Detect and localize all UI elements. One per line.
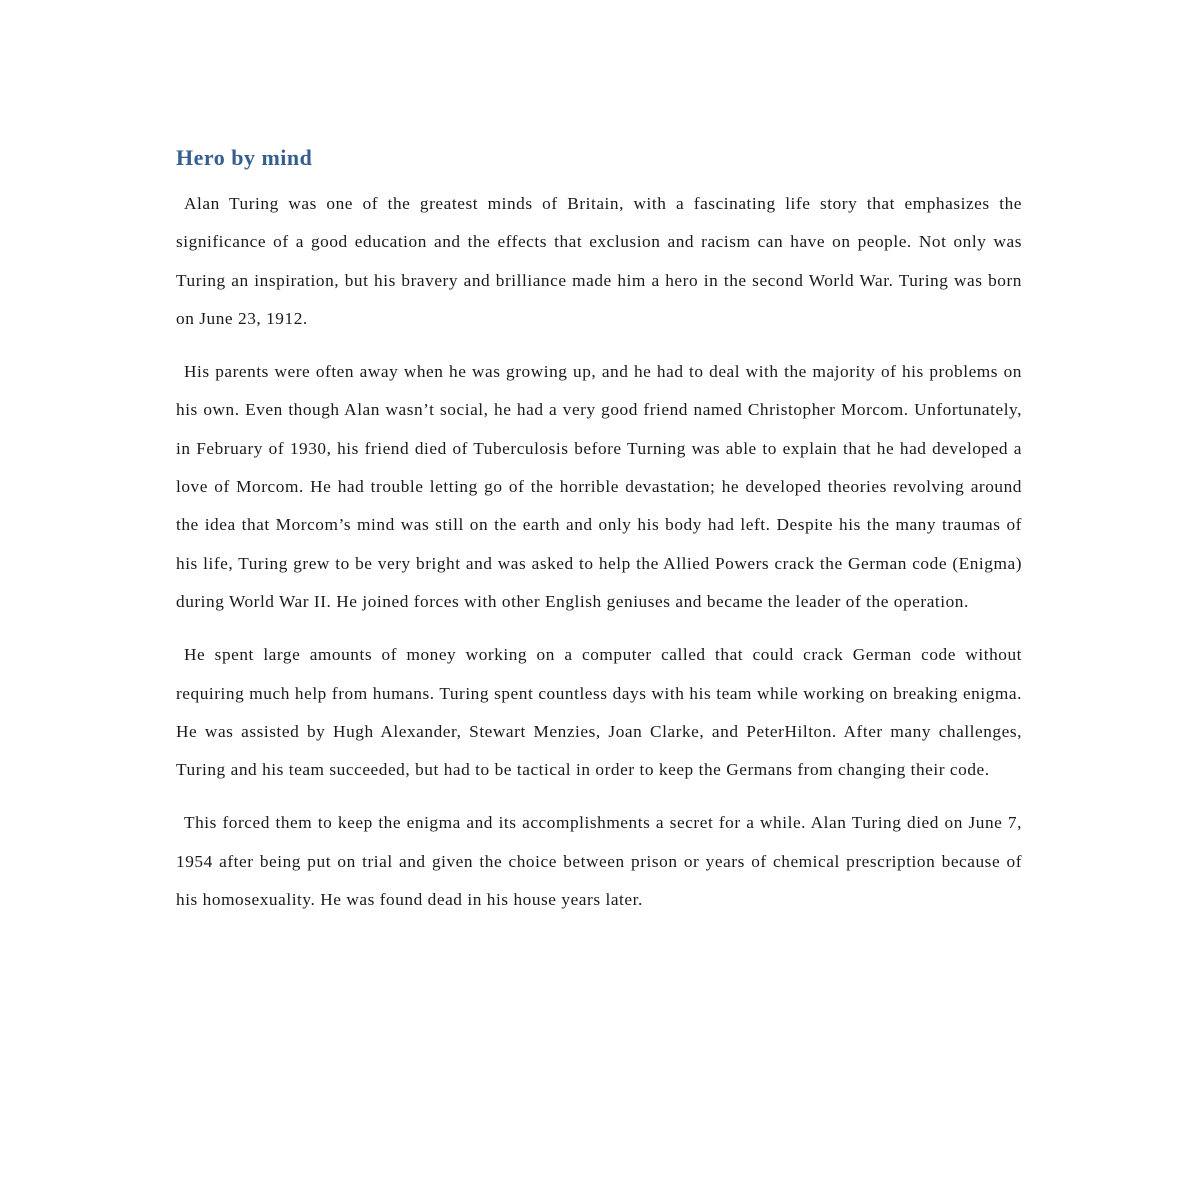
- paragraph-1: Alan Turing was one of the greatest minds of Britain, with a fascinating life story that emphasizes the significance of a good education and the effects that exclusion and racism can have on people. Not only was Turing an inspiration, but his bravery and brilliance made him a hero in the second World War. Turing was born on June 23, 1912.: [176, 194, 1022, 328]
- paragraph-4: This forced them to keep the enigma and its accomplishments a secret for a while. Alan Turing died on June 7, 1954 after being put on trial and given the choice between prison or years of chemical prescription because of his homosexuality. He was found dead in his house years later.: [176, 813, 1022, 910]
- document-page: [176, 140, 1022, 919]
- paragraph-3: He spent large amounts of money working on a computer called that could crack German code without requiring much help from humans. Turing spent countless days with his team while working on breaking enigma. He was assisted by Hugh Alexander, Stewart Menzies, Joan Clarke, and PeterHilton. After many challenges, Turing and his team succeeded, but had to be tactical in order to keep the Germans from changing their code.: [176, 645, 1022, 780]
- paragraph-2: His parents were often away when he was growing up, and he had to deal with the majority of his problems on his own. Even though Alan wasn’t social, he had a very good friend named Christopher Morcom. Unfortunately, in February of 1930, his friend died of Tuberculosis before Turning was able to explain that he had developed a love of Morcom. He had trouble letting go of the horrible devastation; he developed theories revolving around the idea that Morcom’s mind was still on the earth and only his body had left. Despite his the many traumas of his life, Turing grew to be very bright and was asked to help the Allied Powers crack the German code (Enigma) during World War II. He joined forces with other English geniuses and became the leader of the operation.: [176, 362, 1022, 611]
- document-title: Hero by mind: [176, 145, 313, 170]
